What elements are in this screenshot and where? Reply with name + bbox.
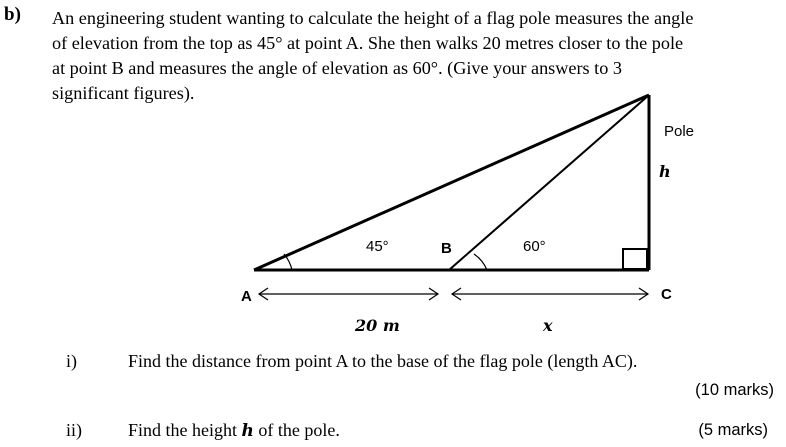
angle-a-label: 45° (366, 238, 389, 255)
right-angle-marker (623, 249, 647, 269)
question-text-line: significant figures). (52, 83, 195, 103)
point-a-label: A (241, 288, 252, 305)
question-text-line: at point B and measures the angle of elevation as 60°. (Give your answers to 3 (52, 58, 622, 78)
point-b-label: B (441, 240, 452, 257)
distance-ab-label: 20 m (355, 316, 400, 335)
part-i-text: Find the distance from point A to the base of the flag pole (length AC). (128, 351, 638, 371)
part-i-marks: (10 marks) (695, 381, 774, 399)
question-text-line: of elevation from the top as 45° at point A. She then walks 20 metres closer to the pole (52, 33, 684, 53)
distance-bc-label: x (543, 316, 553, 335)
part-ii-number: ii) (66, 420, 82, 440)
pole-label: Pole (664, 123, 695, 140)
part-ii-text-after: of the pole. (253, 420, 340, 440)
angle-b-label: 60° (523, 238, 546, 255)
question-text-line: An engineering student wanting to calculate the height of a flag pole measures the angle (52, 8, 694, 28)
sight-line-bd (449, 95, 649, 270)
part-ii-variable: h (241, 421, 254, 441)
question-label: b) (4, 4, 21, 25)
angle-arc-b (474, 254, 487, 270)
height-label: h (659, 162, 671, 181)
part-ii-marks: (5 marks) (698, 421, 768, 439)
part-ii-text-before: Find the height (128, 420, 242, 440)
arrow-ab (259, 288, 438, 300)
part-i-number: i) (66, 351, 77, 371)
part-ii-text (128, 420, 340, 441)
point-c-label: C (661, 286, 672, 303)
arrow-bc (452, 288, 648, 300)
